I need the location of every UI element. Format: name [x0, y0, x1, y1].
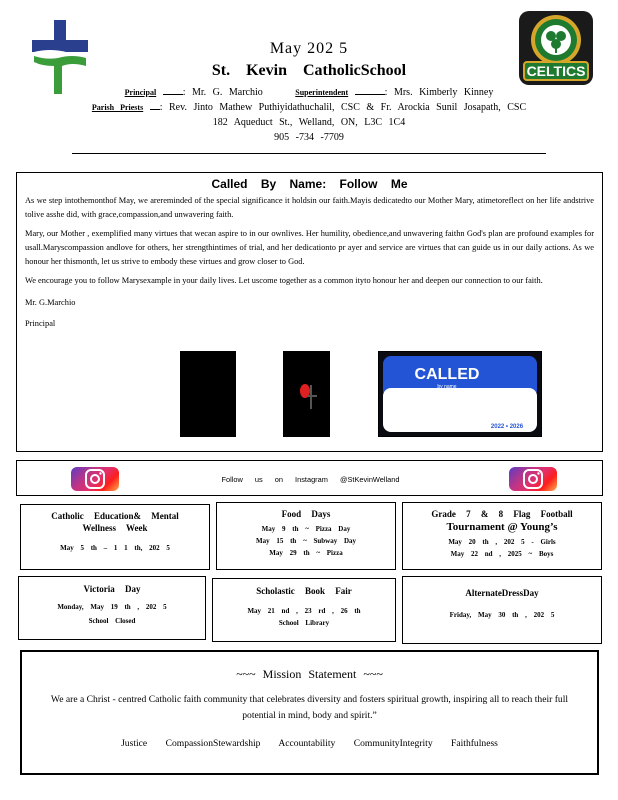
priests-label: Parish Priests	[91, 103, 144, 112]
alternate-dress-day-box	[402, 576, 602, 644]
mission-body: We are a Christ - centred Catholic faith community that celebrates diversity and fosters spiritual growth, inspiring all to reach their full potential in mind, body and spirit.”	[50, 694, 569, 721]
mission-title: ~~~ Mission Statement ~~~	[236, 667, 383, 681]
instagram-icon[interactable]	[509, 467, 557, 491]
flag-football-box	[402, 502, 602, 570]
mission-values: Justice CompassionStewardship Accountability CommunityIntegrity Faithfulness	[121, 738, 498, 749]
called-badge-sub: by name	[437, 384, 457, 390]
instagram-handle-text[interactable]: Follow us on Instagram @StKevinWelland	[221, 475, 400, 484]
flag-football-title: Grade 7 & 8 Flag Football	[431, 509, 573, 519]
flag-football-subtitle: Tournament @ Young’s	[446, 521, 558, 533]
alternate-dress-title: AlternateDressDay	[465, 588, 539, 598]
signature-title: Principal	[25, 319, 56, 328]
victoria-day-note: School Closed	[88, 617, 136, 625]
catholic-education-dates: May 5 th – 1 1 th, 202 5	[60, 544, 170, 552]
victoria-day-title: Victoria Day	[83, 584, 141, 594]
called-badge-text: CALLED	[414, 366, 480, 383]
flag-football-girls: May 20 th , 202 5 - Girls	[448, 538, 556, 546]
message-paragraph-1: As we step intothemonthof May, we arereminded of the special significance it holdsin our faith.Mayis dedicatedto our Mother Mary, atimetoreflect on her life andstrive tolive asshe did, with grace,compassion,and unwavering faith.	[25, 196, 594, 219]
signature-name: Mr. G.Marchio	[25, 298, 76, 307]
newsletter-date: May 202 5	[269, 40, 349, 57]
candle-image	[283, 351, 330, 437]
victoria-day-date: Monday, May 19 th , 202 5	[57, 603, 167, 611]
book-fair-location: School Library	[278, 619, 330, 627]
dark-image	[180, 351, 236, 437]
book-fair-title: Scholastic Book Fair	[256, 586, 352, 596]
priests-names: Rev. Jinto Mathew Puthiyidathuchalil, CSC & Fr. Arockia Sunil Josapath, CSC	[168, 102, 527, 113]
catholic-education-title: Catholic Education& Mental Wellness Week	[51, 511, 179, 533]
food-day-2: May 15 th ~ Subway Day	[255, 537, 356, 545]
priests-line: Parish Priests : Rev. Jinto Mathew Puthiyidathuchalil, CSC & Fr. Arockia Sunil Josapath, CSC	[91, 102, 527, 113]
school-name: St. Kevin CatholicSchool	[211, 62, 407, 79]
called-by-name-graphic	[378, 351, 542, 437]
mission-statement-box	[20, 650, 599, 775]
superintendent-label: Superintendent	[295, 88, 349, 97]
school-phone: 905 -734 -7709	[274, 132, 344, 143]
message-paragraph-2: Mary, our Mother , exemplified many virtues that wecan aspire to in our ownlives. Her humility, obedience,and unwavering faithn God's plan are profound examples for usall.Maryscompassion andlove for others, her strengthintimes of trial, and her dedicationto pr ayer and service are virtues that can guide us in our daily actions. As we honour her thismonth, let us strive to embody these virtues and grow closer to God.	[25, 229, 594, 266]
message-paragraph-3: We encourage you to follow Marysexample in your daily lives. Let uscome together as a common ityto honour her and deepen our connection to our faith.	[25, 276, 543, 285]
header-divider	[72, 153, 546, 154]
instagram-banner	[16, 460, 603, 496]
victoria-day-box	[18, 576, 206, 640]
superintendent-name: Mrs. Kimberly Kinney	[393, 87, 494, 98]
principal-label: Principal	[124, 88, 157, 97]
principal-name: Mr. G. Marchio	[191, 87, 263, 98]
called-badge-years: 2022 • 2026	[490, 424, 524, 430]
food-days-box	[216, 502, 396, 570]
food-day-1: May 9 th ~ Pizza Day	[261, 525, 351, 533]
celtics-logo-text: CELTICS	[526, 63, 586, 79]
school-address: 182 Aqueduct St., Welland, ON, L3C 1C4	[212, 117, 406, 128]
message-title: Called By Name: Follow Me	[211, 177, 408, 191]
food-day-3: May 29 th ~ Pizza	[269, 549, 343, 557]
food-days-title: Food Days	[281, 509, 331, 519]
alternate-dress-date: Friday, May 30 th , 202 5	[449, 611, 555, 619]
catholic-education-week-box	[20, 504, 210, 570]
flag-football-boys: May 22 nd , 2025 ~ Boys	[450, 550, 554, 558]
book-fair-dates: May 21 nd , 23 rd , 26 th	[247, 607, 361, 615]
book-fair-box	[212, 578, 396, 642]
staff-line: Principal : Mr. G. Marchio Superintendent : Mrs. Kimberly Kinney	[124, 87, 494, 98]
